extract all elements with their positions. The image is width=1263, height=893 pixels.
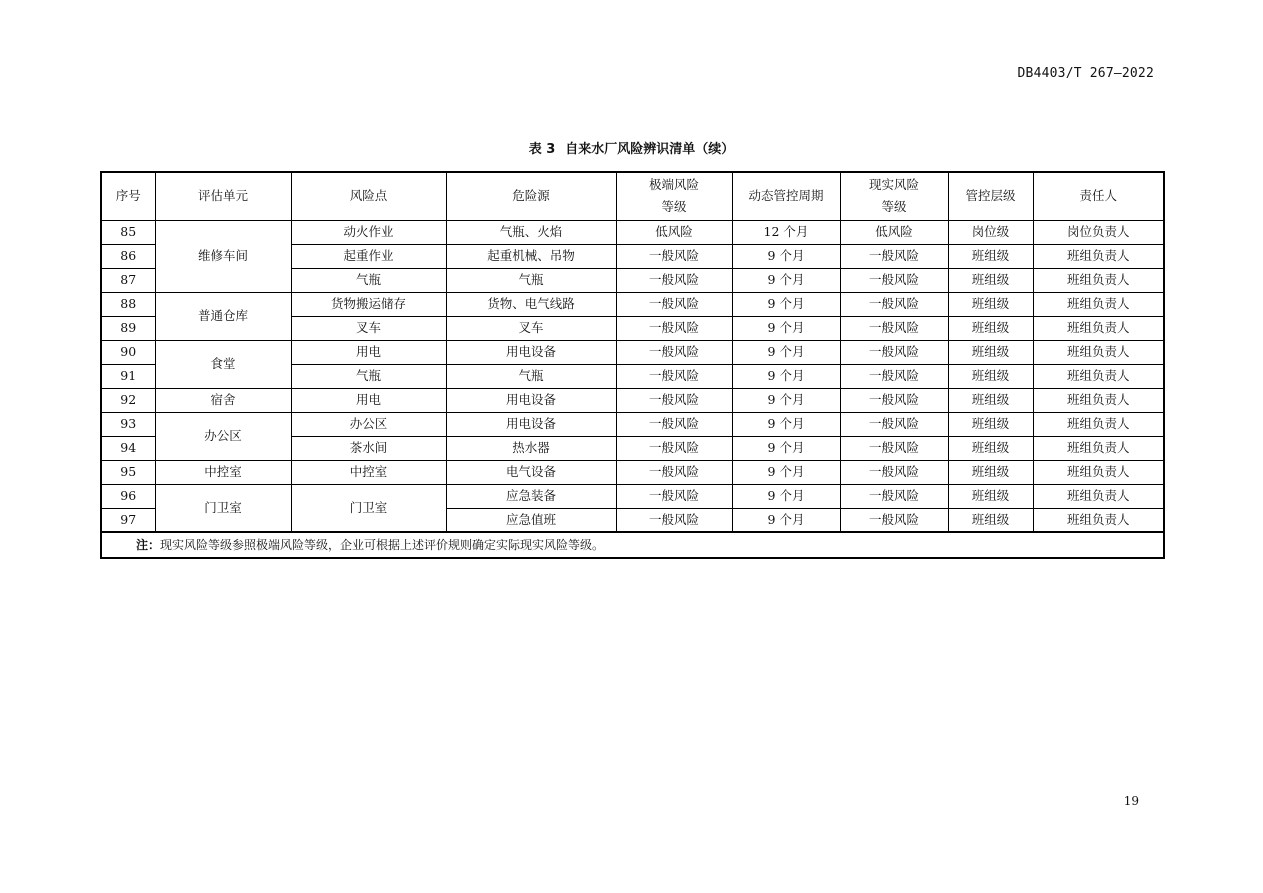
cell-responsible-person: 班组负责人 [1033, 292, 1164, 316]
header-extreme-line1: 极端风险 [648, 177, 699, 193]
cell-control-period: 9 个月 [732, 364, 840, 388]
cell-hazard-source: 用电设备 [446, 388, 616, 412]
cell-extreme-risk: 一般风险 [616, 388, 732, 412]
cell-risk-point: 气瓶 [291, 268, 446, 292]
table-number: 表 3 [528, 142, 556, 157]
note-text: 现实风险等级参照极端风险等级，企业可根据上述评价规则确定实际现实风险等级。 [160, 538, 605, 552]
table-row [101, 484, 1164, 508]
cell-unit: 门卫室 [155, 484, 291, 532]
cell-risk-point: 气瓶 [291, 364, 446, 388]
cell-seq: 89 [101, 316, 155, 340]
cell-control-period: 9 个月 [732, 508, 840, 532]
header-hazard-source: 危险源 [446, 172, 616, 220]
cell-extreme-risk: 一般风险 [616, 412, 732, 436]
cell-seq: 92 [101, 388, 155, 412]
cell-seq: 91 [101, 364, 155, 388]
cell-control-level: 班组级 [948, 316, 1033, 340]
cell-hazard-source: 起重机械、吊物 [446, 244, 616, 268]
cell-extreme-risk: 一般风险 [616, 316, 732, 340]
table-note-row [101, 532, 1164, 558]
table-title [0, 138, 1263, 157]
cell-seq: 85 [101, 220, 155, 244]
table-row [101, 292, 1164, 316]
cell-control-level: 班组级 [948, 364, 1033, 388]
cell-control-period: 9 个月 [732, 484, 840, 508]
cell-hazard-source: 应急值班 [446, 508, 616, 532]
table-row [101, 340, 1164, 364]
cell-hazard-source: 热水器 [446, 436, 616, 460]
cell-hazard-source: 货物、电气线路 [446, 292, 616, 316]
cell-seq: 94 [101, 436, 155, 460]
cell-seq: 95 [101, 460, 155, 484]
header-responsible-person: 责任人 [1033, 172, 1164, 220]
cell-responsible-person: 岗位负责人 [1033, 220, 1164, 244]
cell-responsible-person: 班组负责人 [1033, 388, 1164, 412]
cell-hazard-source: 气瓶、火焰 [446, 220, 616, 244]
cell-real-risk: 低风险 [840, 220, 948, 244]
table-title-text: 自来水厂风险辨识清单（续） [565, 142, 735, 157]
cell-unit: 宿舍 [155, 388, 291, 412]
cell-control-level: 岗位级 [948, 220, 1033, 244]
cell-seq: 87 [101, 268, 155, 292]
cell-seq: 93 [101, 412, 155, 436]
cell-control-period: 12 个月 [732, 220, 840, 244]
cell-hazard-source: 气瓶 [446, 268, 616, 292]
cell-control-period: 9 个月 [732, 412, 840, 436]
cell-real-risk: 一般风险 [840, 244, 948, 268]
cell-seq: 96 [101, 484, 155, 508]
table-row [101, 460, 1164, 484]
cell-seq: 90 [101, 340, 155, 364]
cell-responsible-person: 班组负责人 [1033, 244, 1164, 268]
table-row [101, 388, 1164, 412]
cell-risk-point: 货物搬运储存 [291, 292, 446, 316]
header-unit: 评估单元 [155, 172, 291, 220]
cell-unit: 食堂 [155, 340, 291, 388]
cell-hazard-source: 用电设备 [446, 412, 616, 436]
cell-real-risk: 一般风险 [840, 364, 948, 388]
table-row [101, 412, 1164, 436]
cell-extreme-risk: 一般风险 [616, 340, 732, 364]
cell-control-level: 班组级 [948, 436, 1033, 460]
cell-control-level: 班组级 [948, 508, 1033, 532]
cell-real-risk: 一般风险 [840, 268, 948, 292]
cell-hazard-source: 用电设备 [446, 340, 616, 364]
cell-control-period: 9 个月 [732, 292, 840, 316]
cell-control-level: 班组级 [948, 460, 1033, 484]
cell-extreme-risk: 一般风险 [616, 484, 732, 508]
cell-control-period: 9 个月 [732, 268, 840, 292]
cell-real-risk: 一般风险 [840, 508, 948, 532]
risk-table-container [100, 171, 1163, 559]
cell-extreme-risk: 一般风险 [616, 460, 732, 484]
cell-responsible-person: 班组负责人 [1033, 340, 1164, 364]
cell-risk-point: 用电 [291, 340, 446, 364]
cell-control-level: 班组级 [948, 292, 1033, 316]
cell-hazard-source: 叉车 [446, 316, 616, 340]
cell-seq: 88 [101, 292, 155, 316]
header-seq: 序号 [101, 172, 155, 220]
cell-control-level: 班组级 [948, 244, 1033, 268]
table-row [101, 220, 1164, 244]
header-extreme-risk [616, 172, 732, 220]
cell-control-level: 班组级 [948, 484, 1033, 508]
header-real-line1: 现实风险 [868, 177, 919, 193]
cell-responsible-person: 班组负责人 [1033, 460, 1164, 484]
cell-real-risk: 一般风险 [840, 412, 948, 436]
header-real-line2: 等级 [881, 199, 907, 215]
cell-unit: 办公区 [155, 412, 291, 460]
cell-unit: 中控室 [155, 460, 291, 484]
cell-control-level: 班组级 [948, 412, 1033, 436]
cell-risk-point: 门卫室 [291, 484, 446, 532]
document-code: DB4403/T 267—2022 [1017, 66, 1154, 81]
cell-unit: 维修车间 [155, 220, 291, 292]
cell-seq: 86 [101, 244, 155, 268]
cell-real-risk: 一般风险 [840, 460, 948, 484]
cell-real-risk: 一般风险 [840, 436, 948, 460]
cell-control-period: 9 个月 [732, 388, 840, 412]
cell-extreme-risk: 一般风险 [616, 244, 732, 268]
page-number: 19 [1123, 794, 1139, 808]
cell-risk-point: 茶水间 [291, 436, 446, 460]
cell-control-period: 9 个月 [732, 244, 840, 268]
cell-real-risk: 一般风险 [840, 292, 948, 316]
risk-identification-table [100, 171, 1165, 559]
cell-hazard-source: 应急装备 [446, 484, 616, 508]
cell-hazard-source: 气瓶 [446, 364, 616, 388]
cell-control-period: 9 个月 [732, 460, 840, 484]
cell-extreme-risk: 一般风险 [616, 268, 732, 292]
cell-real-risk: 一般风险 [840, 388, 948, 412]
cell-real-risk: 一般风险 [840, 484, 948, 508]
cell-real-risk: 一般风险 [840, 316, 948, 340]
cell-risk-point: 动火作业 [291, 220, 446, 244]
cell-risk-point: 用电 [291, 388, 446, 412]
cell-control-period: 9 个月 [732, 436, 840, 460]
cell-extreme-risk: 低风险 [616, 220, 732, 244]
cell-control-period: 9 个月 [732, 316, 840, 340]
cell-responsible-person: 班组负责人 [1033, 412, 1164, 436]
cell-seq: 97 [101, 508, 155, 532]
cell-risk-point: 起重作业 [291, 244, 446, 268]
cell-responsible-person: 班组负责人 [1033, 268, 1164, 292]
cell-risk-point: 中控室 [291, 460, 446, 484]
cell-responsible-person: 班组负责人 [1033, 364, 1164, 388]
cell-responsible-person: 班组负责人 [1033, 436, 1164, 460]
cell-control-level: 班组级 [948, 388, 1033, 412]
table-header-row [101, 172, 1164, 220]
cell-extreme-risk: 一般风险 [616, 364, 732, 388]
cell-responsible-person: 班组负责人 [1033, 484, 1164, 508]
cell-unit: 普通仓库 [155, 292, 291, 340]
table-note [101, 532, 1164, 558]
cell-extreme-risk: 一般风险 [616, 436, 732, 460]
cell-responsible-person: 班组负责人 [1033, 508, 1164, 532]
cell-real-risk: 一般风险 [840, 340, 948, 364]
cell-hazard-source: 电气设备 [446, 460, 616, 484]
header-control-period: 动态管控周期 [732, 172, 840, 220]
header-real-risk [840, 172, 948, 220]
cell-control-period: 9 个月 [732, 340, 840, 364]
header-extreme-line2: 等级 [661, 199, 687, 215]
note-prefix: 注： [136, 538, 161, 552]
cell-responsible-person: 班组负责人 [1033, 316, 1164, 340]
cell-control-level: 班组级 [948, 340, 1033, 364]
cell-control-level: 班组级 [948, 268, 1033, 292]
cell-risk-point: 办公区 [291, 412, 446, 436]
header-control-level: 管控层级 [948, 172, 1033, 220]
cell-risk-point: 叉车 [291, 316, 446, 340]
cell-extreme-risk: 一般风险 [616, 292, 732, 316]
cell-extreme-risk: 一般风险 [616, 508, 732, 532]
header-risk-point: 风险点 [291, 172, 446, 220]
